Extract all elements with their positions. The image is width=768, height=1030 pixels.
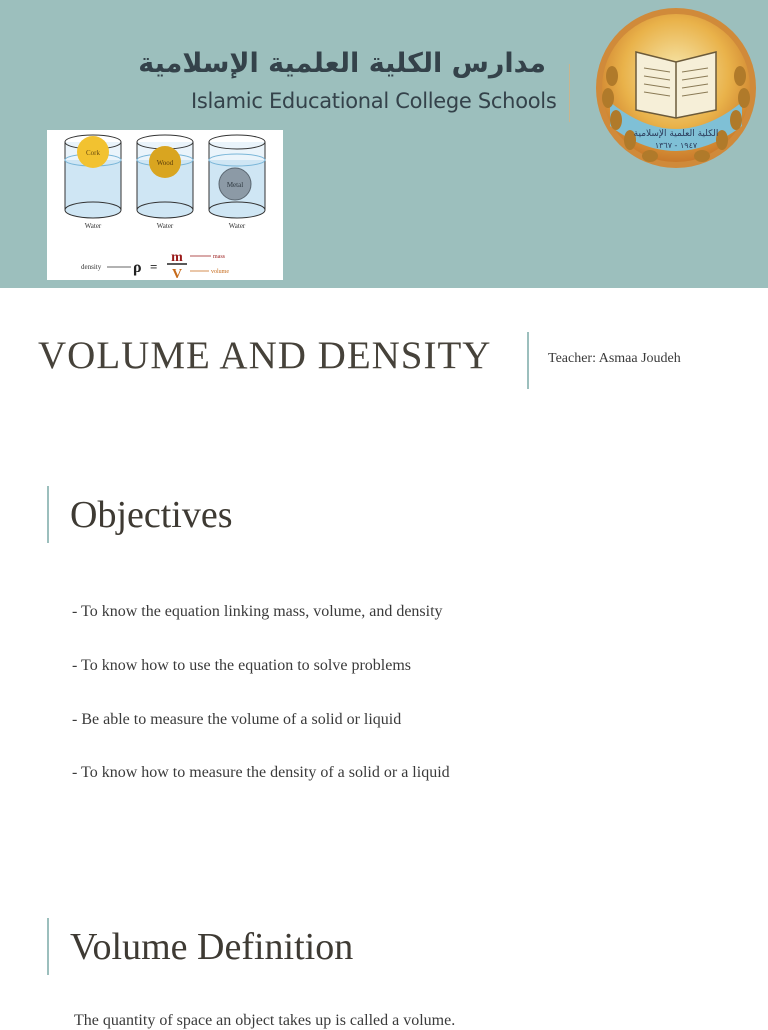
formula-density-label: density — [81, 263, 102, 271]
density-figure — [47, 130, 283, 280]
volume-definition-text: The quantity of space an object takes up is called a volume. — [74, 1012, 456, 1029]
banner-divider — [569, 64, 570, 122]
school-name-english: Islamic Educational College Schools — [191, 89, 557, 113]
wood-label: Wood — [156, 159, 174, 167]
teacher-name: Teacher: Asmaa Joudeh — [548, 351, 681, 366]
water-label-1: Water — [84, 222, 102, 230]
formula-rho: ρ — [133, 259, 142, 276]
objectives-heading: Objectives — [70, 494, 233, 536]
school-name-arabic: مدارس الكلية العلمية الإسلامية — [138, 48, 546, 79]
water-label-3: Water — [228, 222, 246, 230]
formula-equals: = — [150, 259, 158, 274]
metal-label: Metal — [226, 181, 244, 189]
cylinder-metal — [209, 135, 265, 230]
seal-year-text: ١٩٤٧ - ١٣٦٧ — [654, 141, 698, 150]
header-banner — [0, 0, 768, 288]
seal-arabic-text: الكلية العلمية الإسلامية — [633, 129, 719, 139]
objectives-accent-bar — [47, 486, 49, 543]
objective-item: - To know the equation linking mass, volume, and density — [72, 603, 443, 620]
slide-title: VOLUME AND DENSITY — [38, 334, 492, 377]
school-seal-logo — [590, 6, 762, 174]
formula-mass-label: mass — [213, 254, 225, 260]
cylinder-cork — [65, 135, 121, 230]
volume-definition-heading: Volume Definition — [70, 926, 354, 968]
cylinder-wood — [137, 135, 193, 230]
title-divider — [527, 332, 529, 389]
formula-mass-symbol: m — [171, 250, 183, 265]
cork-label: Cork — [86, 149, 100, 157]
formula-volume-label: volume — [211, 269, 229, 275]
formula-volume-symbol: V — [171, 267, 183, 280]
objective-item: - To know how to measure the density of a solid or a liquid — [72, 764, 450, 781]
objective-item: - Be able to measure the volume of a solid or liquid — [72, 711, 402, 728]
volume-accent-bar — [47, 918, 49, 975]
objective-item: - To know how to use the equation to solve problems — [72, 657, 411, 674]
water-label-2: Water — [156, 222, 174, 230]
